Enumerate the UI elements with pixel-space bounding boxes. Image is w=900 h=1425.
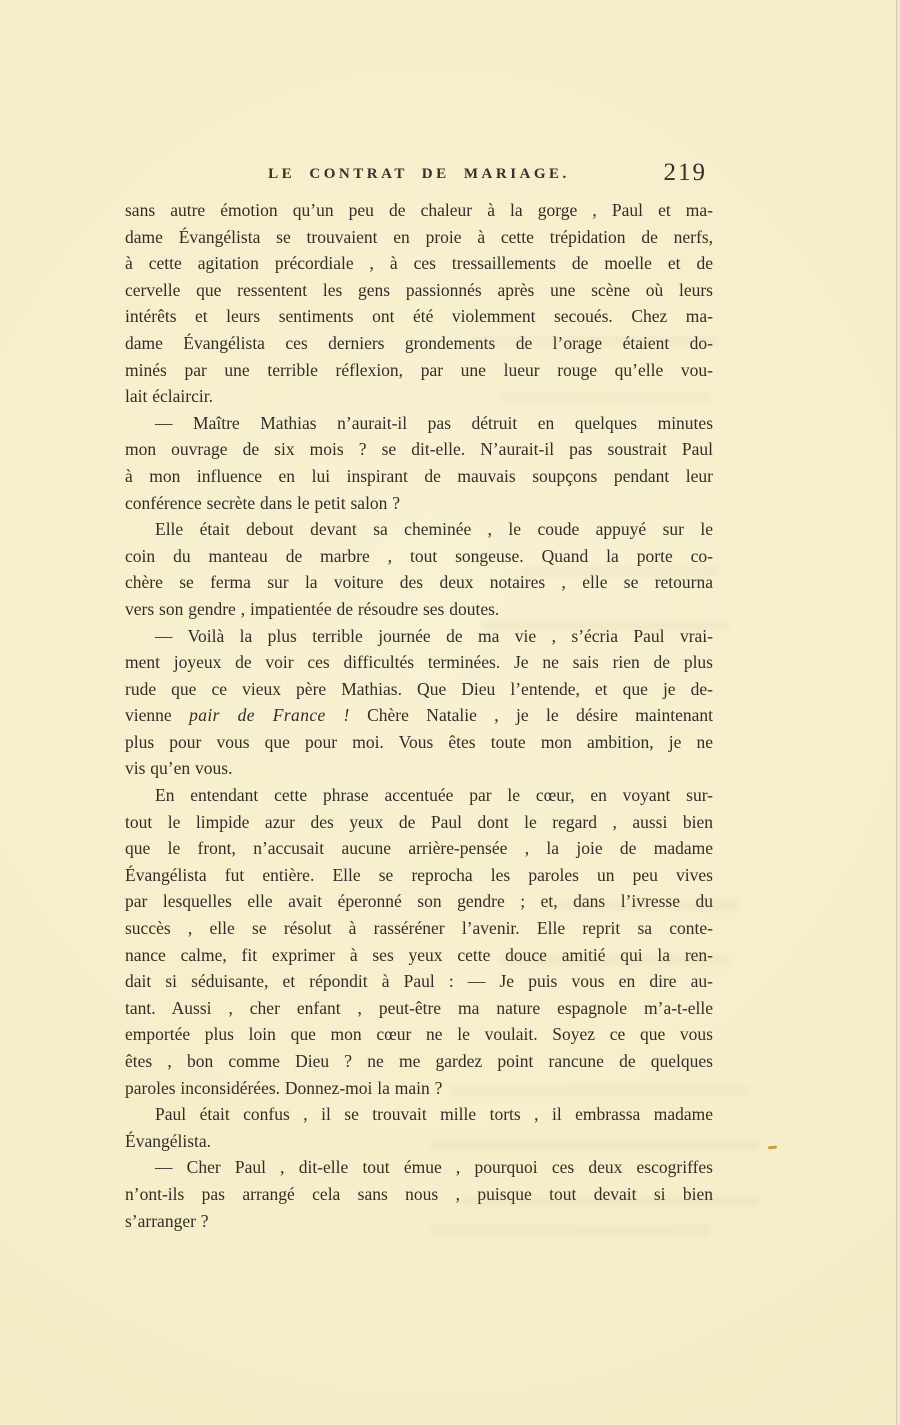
text-line: que le front, n’accusait aucune arrière-pensée , la joie de madame: [125, 838, 713, 859]
text-line: ment joyeux de voir ces difficultés terminées. Je ne sais rien de plus: [125, 652, 713, 673]
paragraph: [125, 516, 713, 622]
paragraph: [125, 782, 713, 1101]
text-block: [125, 197, 713, 1234]
text-line: chère se ferma sur la voiture des deux notaires , elle se retourna: [125, 572, 713, 593]
text-line: vers son gendre , impatientée de résoudre ses doutes.: [125, 598, 500, 619]
text-line: intérêts et leurs sentiments ont été violemment secoués. Chez ma-: [125, 306, 713, 327]
text-line: mon ouvrage de six mois ? se dit-elle. N’aurait-il pas soustrait Paul: [125, 439, 713, 460]
text-line: — Maître Mathias n’aurait-il pas détruit en quelques minutes: [155, 412, 713, 433]
paragraph: [125, 1154, 713, 1234]
text-line: dame Évangélista se trouvaient en proie à cette trépidation de nerfs,: [125, 226, 713, 247]
text-line: En entendant cette phrase accentuée par le cœur, en voyant sur-: [155, 785, 713, 806]
text-line: vienne pair de France ! Chère Natalie , je le désire maintenant: [125, 705, 714, 726]
text-line: à cette agitation précordiale , à ces tressaillements de moelle et de: [125, 253, 713, 274]
running-title: LE CONTRAT DE MARIAGE.: [268, 166, 570, 182]
text-line: tout le limpide azur des yeux de Paul dont le regard , aussi bien: [125, 811, 713, 832]
text-line: s’arranger ?: [125, 1210, 209, 1231]
text-line: lait éclaircir.: [125, 386, 213, 407]
text-line: conférence secrète dans le petit salon ?: [125, 492, 401, 513]
paragraph: [125, 410, 713, 516]
text-line: sans autre émotion qu’un peu de chaleur à la gorge , Paul et ma-: [125, 200, 713, 220]
text-line: minés par une terrible réflexion, par une lueur rouge qu’elle vou-: [125, 359, 713, 380]
page-edge: [896, 0, 900, 1425]
text-line: Évangélista.: [125, 1130, 212, 1151]
paragraph: [125, 623, 713, 783]
text-line: cervelle que ressentent les gens passionnés après une scène où leurs: [125, 279, 713, 300]
text-line: paroles inconsidérées. Donnez-moi la main ?: [125, 1077, 443, 1098]
text-line: plus pour vous que pour moi. Vous êtes toute mon ambition, je ne: [125, 731, 713, 752]
text-line: rude que ce vieux père Mathias. Que Dieu l’entende, et que je de-: [125, 678, 713, 699]
ink-speck: [768, 1146, 777, 1150]
text-line: emportée plus loin que mon cœur ne le voulait. Soyez ce que vous: [125, 1024, 713, 1045]
text-line: Paul était confus , il se trouvait mille torts , il embrassa madame: [155, 1104, 713, 1125]
text-line: par lesquelles elle avait éperonné son gendre ; et, dans l’ivresse du: [125, 891, 713, 912]
text-line: êtes , bon comme Dieu ? ne me gardez point rancune de quelques: [125, 1051, 713, 1071]
text-line: dame Évangélista ces derniers grondements de l’orage étaient do-: [125, 332, 713, 353]
paragraph: [125, 197, 713, 410]
text-line: — Voilà la plus terrible journée de ma vie , s’écria Paul vrai-: [155, 625, 713, 646]
text-line: dait si séduisante, et répondit à Paul : — Je puis vous en dire au-: [125, 971, 713, 992]
text-line: Évangélista fut entière. Elle se reprocha les paroles un peu vives: [125, 864, 713, 885]
text-line: nance calme, fit exprimer à ses yeux cette douce amitié qui la ren-: [125, 944, 713, 965]
text-line: Elle était debout devant sa cheminée , le coude appuyé sur le: [155, 519, 713, 540]
text-line: tant. Aussi , cher enfant , peut-être ma nature espagnole m’a-t-elle: [125, 997, 713, 1018]
paragraph: [125, 1101, 713, 1154]
text-line: n’ont-ils pas arrangé cela sans nous , puisque tout devait si bien: [125, 1183, 713, 1204]
text-line: — Cher Paul , dit-elle tout émue , pourquoi ces deux escogriffes: [155, 1157, 713, 1178]
page-header: [125, 156, 713, 184]
page-number: 219: [663, 159, 707, 186]
text-line: vis qu’en vous.: [125, 758, 233, 779]
text-line: à mon influence en lui inspirant de mauvais soupçons pendant leur: [125, 465, 713, 486]
text-line: coin du manteau de marbre , tout songeuse. Quand la porte co-: [125, 545, 713, 566]
text-line: succès , elle se résolut à rasséréner l’avenir. Elle reprit sa conte-: [125, 918, 713, 939]
